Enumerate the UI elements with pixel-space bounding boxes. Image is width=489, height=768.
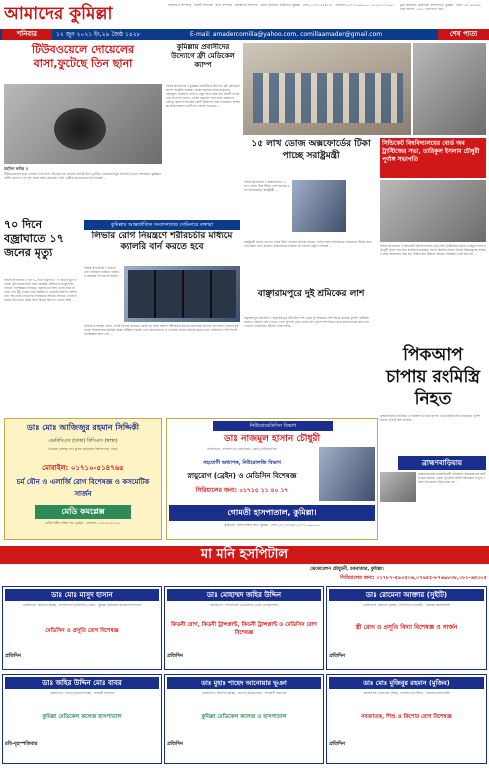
headline-banchharampur: বাঞ্ছারামপুরে দুই শ্রমিকের লাশ — [257, 289, 365, 299]
victim-photo — [380, 472, 416, 502]
zoom-seminar-photo — [124, 266, 240, 322]
camp-photo-2 — [413, 43, 486, 135]
liver-banner: কুমিল্লায় আন্তর্জাতিক সংবাদদাতার সেমিনারে বক্তারা — [84, 220, 240, 230]
ad2-role: সহযোগী অধ্যাপক, নিউরোলজি বিভাগ — [203, 460, 281, 466]
body-pickup: ব্রাহ্মণবাড়িয়া প্রতিনিধি ॥ পিকআপ ভ্যানের চাপায় এক রংমিস্ত্রি নিহত হয়েছেন। পুলিশ ঘাতক গাড়িটি জব্দ করেছে ... — [380, 414, 481, 422]
ad2-dept: নিউরোমেডিসিন বিভাগ — [213, 421, 333, 431]
doctor-degrees: এমবিবিএস, বিসিএস (স্বাস্থ্য), এমএস (ইউরোলজি) · সহযোগী অধ্যাপক — [201, 691, 287, 695]
newspaper-logo: আমাদের কুমিল্লা — [4, 4, 113, 24]
ad-doctor-2 — [166, 418, 378, 540]
ad1-name: ডাঃ মোঃ আজিজুর রহমান সিদ্দিকী — [26, 423, 140, 432]
office-address: মুদ্রণ কার্যালয়: ঝাউতলা, কান্দিরপাড়, কুমিল্লা · ফোন: ০৮১-৬৫৩৬০ · ঢাকা অফিস: ২২/২, তোপখানা রোড — [400, 3, 483, 11]
doctor-degrees: এমবিবিএস, এফসিপিএস (মেডিসিন), এমডি (নেফ্রোলজি) — [209, 603, 279, 607]
doctor-days: প্রতিদিন — [167, 741, 183, 747]
doctor-specialty: স্ত্রী রোগ ও প্রসূতি বিদ্যা বিশেষজ্ঞ ও সার্জন — [355, 624, 458, 631]
byline-tubewell: মহসিন কবির ॥ — [4, 166, 28, 171]
day-label: শনিবার — [2, 29, 52, 40]
doctor-specialty: কুমিল্লা মেডিকেল কলেজ হাসপাতাল — [42, 714, 122, 720]
body-vaccine-b: স্বরাষ্ট্রমন্ত্রী বলেন, জাপান থেকে টিকা পাওয়ার প্রক্রিয়া চলছে। দেশের সকল নাগরিককে পর্যায়ক্রমে টিকার আওতায় আনা হবে। করোনা মোকাবেলায় সরকার সব ধরনের প্রস্তুতি নিয়েছে ... — [244, 240, 372, 248]
bird-nest-shape — [54, 108, 106, 150]
doctor-degrees: এমবিবিএস, বিসিএস (স্বাস্থ্য), এফসিপিএস (মেডিসিন), এমডি · কুমিল্লা মেডিকেল কলেজ হাসপাতাল — [22, 603, 142, 607]
headline-tubewell: টিউবওয়েলে দোয়েলের বাসা,ফুটেছে তিন ছানা — [31, 43, 135, 70]
minister-photo — [292, 180, 346, 232]
ad2-address: ঝাউতলা, পুলিশ লাইন্স রোড, কুমিল্লা · ফোন: ০৮১-৬১৬৯৮, ০১৭১১-০০০০০০ — [223, 523, 321, 527]
doctor-days: প্রতিদিন — [167, 653, 183, 659]
page-label: শেষ পাতা — [438, 29, 489, 40]
doctor-name: ডাঃ রোমেনা আক্তার (সুইটি) — [329, 589, 484, 601]
doctor-card — [2, 586, 162, 670]
doctor-days: প্রতিদিন — [329, 653, 345, 659]
doctor-name: ডাঃ জহির উদ্দিন মোঃ বাবর — [5, 677, 159, 689]
masthead — [0, 0, 489, 40]
date-label: ১২ জুন ২০২১ ইং,২৯ জৈষ্ঠ ১৪২৮ — [56, 31, 141, 38]
people-row-shape — [253, 73, 403, 123]
body-liver-a: নিজস্ব প্রতিবেদক ॥ লিভার রোগ নিয়ন্ত্রণে নিয়মিত ব্যায়াম ও স্বাস্থ্যকর খাদ্যাভ্যাস জরুরি ... — [84, 266, 122, 278]
headline-pickup: পিকআপ চাপায় রংমিস্ত্রি নিহত — [385, 345, 481, 409]
ad1-mobile[interactable]: মোবাইল: ০১৭১০-৫১৪৭৬৫ — [42, 464, 124, 472]
headline-syndicate: সিন্ডিকেট বিশ্ববিদ্যালয়ের বোর্ড অব ট্রাস্টিজের সভা, তারিকুল ইসলাম চৌধুরী পূর্ণাঙ্গ সভাপতি — [380, 138, 486, 178]
ad1-address: রানীর দিঘীর পশ্চিম পাড়, কুমিল্লা · মোবাইল: ০১৮১৯-৫৮২২৫৫ — [45, 521, 121, 525]
doctor-name: ডাঃ মোঃ মাসুদ হাসান — [5, 589, 159, 601]
body-tubewell: টিউবওয়েলের মধ্যে দোয়েল পাখি বাসা বেঁধেছে এবং সেখানে তিনটি ছানা ফুটেছে। এলাকার মানুষ প্রতিদিন দেখতে আসছেন। কুমিল্লার গ্রামীণ জনপদে এই দৃশ্য সবার নজর কেড়েছে। পাখি প্রেমীরা ছানাগুলোর যত্ন নিচ্ছেন ... — [4, 172, 161, 180]
headline-probashi: কুমিল্লায় প্রবাসীদের উদ্যোগে ফ্রী মেডিকেল ক্যাম্প — [171, 43, 235, 69]
ad2-specialty: স্নায়ুরোগ (ব্রেইন) ও মেডিসিন বিশেষজ্ঞ — [187, 472, 297, 480]
body-vaccine-a: নিজস্ব প্রতিবেদক ॥ অক্সফোর্ডের ১৫ লাখ ডোজ টিকা শীঘ্রই দেশে আসছে বলে জানিয়েছেন স্বরাষ্ট্রমন্ত্রী ... — [244, 180, 290, 192]
doctor-specialty: মেডিসিন ও প্রসূতি রোগ বিশেষজ্ঞ — [45, 628, 119, 634]
ad-doctor-1 — [4, 418, 162, 540]
doctor-card — [326, 586, 487, 670]
ad1-specialty: চর্ম যৌন ও এলার্জি রোগ বিশেষজ্ঞ ও কসমেটিক সার্জন — [16, 478, 150, 498]
email-label[interactable]: E-mail: amadercomilla@yahoo.com, comillaamader@gmail.com — [190, 31, 383, 38]
doctor-days: রবি-বৃহস্পতিবার — [5, 741, 38, 747]
body-lightning: নিজস্ব প্রতিবেদক ॥ গত ৭০ দিনে বজ্রপাতে ১৭ জনের মৃত্যু হয়েছে। কৃষি কাজে মাঠে থাকা অবস্থায় বেশিরভাগ মানুষ মারা গেছেন। বিশেষজ্ঞরা বলছেন, বজ্রপাতের সময় খোলা মাঠে না থাকা এবং উঁচু গাছের নিচে আশ্রয় না নেওয়াই নিরাপদ। প্রশাসনের পক্ষ থেকে নিহতদের পরিবারকে আর্থিক সহায়তা দেওয়া হয়েছে। সচেতনতা বৃদ্ধির জন্য বিভিন্ন উদ্যোগ নেওয়া হচ্ছে ... — [4, 278, 78, 302]
brahmanbaria-label: ব্রাহ্মণবাড়িয়ায় — [398, 456, 486, 470]
ad1-affiliation: ডিপ্লোমা (বঙ্গবন্ধু শেখ মুজিব মেডিকেল বিশ্ববিদ্যালয়, ঢাকা) — [48, 447, 118, 451]
doctor-name: ডাঃ মোহাম্মদ জহির উদ্দিন — [167, 589, 321, 601]
body-syndicate: নিজস্ব প্রতিবেদক ॥ সিন্ডিকেট বিশ্ববিদ্যালয়ের বোর্ড অব ট্রাস্টিজের সভায় তারিকুল ইসলাম চৌধুরী পূর্ণাঙ্গ সভাপতি নির্বাচিত হয়েছেন। সভায় বিশ্ববিদ্যালয়ের বিভিন্ন উন্নয়নমূলক কার্যক্রম নিয়ে আলোচনা করা হয়। শিক্ষার মান উন্নয়নে বিভিন্ন পরিকল্পনা গ্রহণ করা হয় ... — [380, 244, 486, 256]
syndicate-photo — [380, 180, 486, 242]
doctor-name: ডাঃ মুহাঃ শাহেদ আনোয়ার ভূঞা — [167, 677, 321, 689]
doctor-specialty: কিডনী রোগ, কিডনী ট্রান্সপ্লান্ট, কিডনী ট্রান্সপ্লান্ট ও মেডিসিন রোগ বিশেষজ্ঞ — [171, 622, 317, 636]
video-grid-shape — [128, 270, 236, 318]
ad2-hospital: গোমতী হাসপাতাল, কুমিল্লা। — [169, 505, 375, 521]
hospital-title: মা মনি হসপিটাল — [0, 546, 489, 564]
doctor-specialty: কুমিল্লা মেডিকেল কলেজ ও হাসপাতাল — [201, 714, 287, 720]
headline-lightning: ৭০ দিনে বজ্রাঘাতে ১৭ জনের মৃত্যু — [4, 218, 64, 259]
hospital-building-photo — [319, 447, 375, 501]
doctor-card — [326, 674, 487, 764]
doctor-degrees: এমবিবিএস, ডিসিএইচ (শিশু), এফসিপিএস (শিশু) · সিনিয়র কনসালটেন্ট — [363, 691, 450, 695]
doctor-card — [2, 674, 162, 764]
doctor-degrees: এমবিবিএস, এমএস (অর্থোপেডিক্স) · সহকারী অধ্যাপক — [49, 691, 115, 695]
ad2-degrees: এমবিবিএস, এফসিপিএস (মেডিসিন), এমডি (নিউরোলজি) — [206, 447, 278, 451]
tubewell-photo — [4, 84, 162, 164]
doctor-days: প্রতিদিন — [5, 653, 21, 659]
body-brahmanbaria: ব্রাহ্মণবাড়িয়ায় মাদকবিরোধী অভিযানে কয়েকজনকে আটক করা হয়েছে। জেলা পুলিশের বিশেষ অভিযানে বিপুল পরিমাণ মাদকদ্রব্য উদ্ধার করা হয় ... — [418, 472, 486, 484]
hospital-address: ডেকোরেশন চৌমুহনী, চকবাজার, কুমিল্লা। — [310, 567, 384, 572]
editorial-info: প্রকাশক ও সম্পাদক · নির্বাহী সম্পাদক · বার্তা সম্পাদক · ব্যবস্থাপনা সম্পাদক · প্রধান কার্যালয়: ঝাউতলা, কুমিল্লা · ফোন ০১৭১১-৯৫৪৫৩৮ · মোবাইল ০১৮১৭-০৯৬০০০ · ০১৫৫২-৩৫৭০০১ — [168, 3, 395, 7]
ad2-serial[interactable]: সিরিয়ালের জন্য: ০১৭১৫ ১১ ৪০ ১৭ — [195, 487, 289, 494]
doctor-days: প্রতিদিন — [329, 741, 345, 747]
hospital-tagline — [2, 565, 212, 574]
doctor-degrees: এমবিবিএস, বিসিএস (স্বাস্থ্য), এফসিপিএস (গাইনী) · সিনিয়র কনসালটেন্ট — [362, 603, 451, 607]
body-liver-b: সেমিনারে বক্তারা বলেন, ফ্যাটি লিভার বর্তমানে একটি বড় স্বাস্থ্য সমস্যা। শরীরচর্চার মাধ্যমে অতিরিক্ত ক্যালরি বার্ন করলে লিভার সুস্থ থাকে। চিকিৎসকরা নিয়মিত স্বাস্থ্য পরীক্ষার পরামর্শ দেন। অ্যালকোহল ও তৈলাক্ত খাবার পরিহার করতে হবে। সেমিনারে দেশি বিদেশি বিশেষজ্ঞরা অংশ নেন ... — [84, 324, 239, 336]
ad1-degrees: এমবিবিএস (ঢাকা) বিসিএস (স্বাস্থ্য) — [48, 438, 118, 444]
ad1-venue: মেডি কমপ্লেক্স — [35, 505, 131, 519]
ad2-name: ডাঃ নাজমুল হাসান চৌধুরী — [223, 434, 321, 444]
body-probashi: নিজস্ব প্রতিবেদক ॥ কুমিল্লায় প্রবাসীদের উদ্যোগে ফ্রী মেডিকেল ক্যাম্প অনুষ্ঠিত হয়েছে। গ্রামের অসহায় দরিদ্র মানুষদের বিনামূল্যে চিকিৎসা সেবা ও ওষুধ প্রদান করা হয়। প্রবাসী সংগঠনের সভাপতি বলেন, দেশের মানুষের পাশে থাকা আমাদের দায়িত্ব। ক্যাম্পে শতাধিক রোগী চিকিৎসা সেবা নিয়েছেন। বিশেষজ্ঞ চিকিৎসকগণ রোগীদের পরামর্শ দিয়েছেন ... — [166, 84, 240, 108]
medical-camp-photo — [243, 43, 411, 135]
doctor-card — [164, 586, 324, 670]
body-banchharampur: বাঞ্ছারামপুর প্রতিনিধি ॥ বাঞ্ছারামপুরে ইটভাটার পাশ থেকে দুই শ্রমিকের লাশ উদ্ধার করেছে পুলিশ। স্থানীয়রা জানান, সকালে লাশ দেখতে পেয়ে পুলিশে খবর দেওয়া হয়। পুলিশ লাশ উদ্ধার করে ময়নাতদন্তের জন্য হাসপাতালে পাঠিয়েছে। ঘটনার তদন্ত চলছে ... — [244, 316, 369, 328]
hospital-serial[interactable]: সিরিয়ালের জন্য: ০১৭৮৭-৫৯৩৫০৬,০৭৬৫৫-৮৭৬৯৮৩৮,০৮১-৬৫৩০৫ — [340, 575, 487, 581]
doctor-name: ডাঃ মোঃ মুজিবুর রহমান (মুজিব) — [329, 677, 484, 689]
headline-liver: লিভার রোগ নিয়ন্ত্রণে শরীরচর্চার মাধ্যমে ক্যালরি বার্ন করতে হবে — [91, 231, 233, 252]
headline-vaccine: ১৫ লাখ ডোজ অক্সফোর্ডের টিকা পাচ্ছে সরাষ্ট্রমন্ত্রী — [251, 139, 371, 161]
doctor-specialty: নবজাতক, শিশু ও কিশোর রোগ বিশেষজ্ঞ — [361, 714, 452, 720]
doctor-card — [164, 674, 324, 764]
